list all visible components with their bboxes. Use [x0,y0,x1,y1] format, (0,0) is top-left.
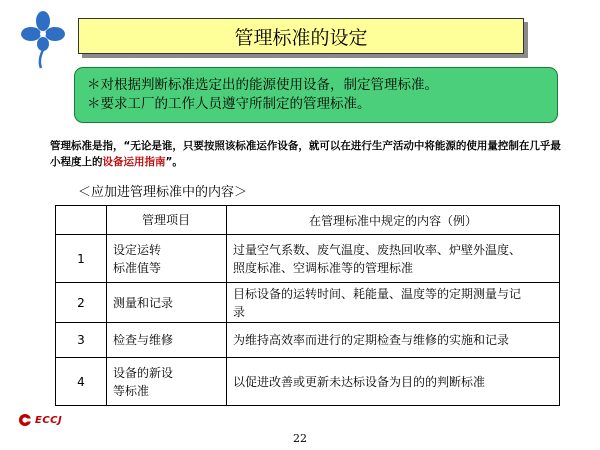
row-content-line: 过量空气系数、废气温度、废热回收率、炉壁外温度、 [233,242,522,257]
page-title [78,18,524,54]
row-item [107,323,227,358]
row-content-line: 照度标准、空调标准等的管理标准 [233,260,414,275]
row-content [227,283,560,323]
row-content-line: 为维持高效率而进行的定期检查与维修的实施和记录 [233,333,510,347]
row-item-line: 测量和记录 [113,295,174,310]
row-content [227,358,560,406]
row-item-line: 标准值等 [113,260,162,275]
bullet-1: ＊对根据判断标准选定出的能源使用设备，制定管理标准。 [87,77,438,93]
header-no [56,206,107,235]
eccj-logo-icon [18,413,32,427]
row-item-line: 等标准 [113,383,150,398]
bullet-2: ＊要求工厂的工作人员遵守所制定的管理标准。 [87,96,371,112]
summary-box [74,67,558,123]
table-row [56,235,560,283]
page-number: 22 [293,432,307,445]
table-subheading: ＜应加进管理标准中的内容＞ [78,185,248,200]
row-number: 2 [56,283,107,323]
row-item-line: 设备的新设 [113,365,174,380]
eccj-logo [18,413,62,427]
row-number: 4 [56,358,107,406]
row-item [107,283,227,323]
row-content-line: 目标设备的运转时间、耗能量、温度等的定期测量与记 [233,286,522,301]
row-content-line: 以促进改善或更新未达标设备为目的的判断标准 [233,374,486,389]
row-number: 3 [56,323,107,358]
definition-paragraph [50,138,570,170]
row-content [227,235,560,283]
row-item [107,235,227,283]
header-item: 管理项目 [107,206,227,235]
row-content [227,323,560,358]
table-header-row [56,206,560,235]
row-number: 1 [56,235,107,283]
table-row [56,358,560,406]
row-item-line: 检查与维修 [113,333,174,347]
brand-text: ECCJ [35,414,63,426]
row-item-line: 设定运转 [113,242,162,257]
row-content-line: 录 [233,304,246,319]
table-row [56,283,560,323]
definition-prefix: 管理标准是指，“无论是谁，只要按照该标准运作设备，就可以在进行生产活动中将能源的使用量控制在几乎最小程度上的 [50,140,561,168]
row-item [107,358,227,406]
table-row [56,323,560,358]
management-standard-table [55,205,560,406]
clover-logo-icon [18,8,68,70]
definition-suffix: ”。 [165,156,183,168]
definition-highlight: 设备运用指南 [102,156,166,168]
page-title-text: 管理标准的设定 [234,26,368,49]
header-content: 在管理标准中规定的内容（例） [227,206,560,235]
